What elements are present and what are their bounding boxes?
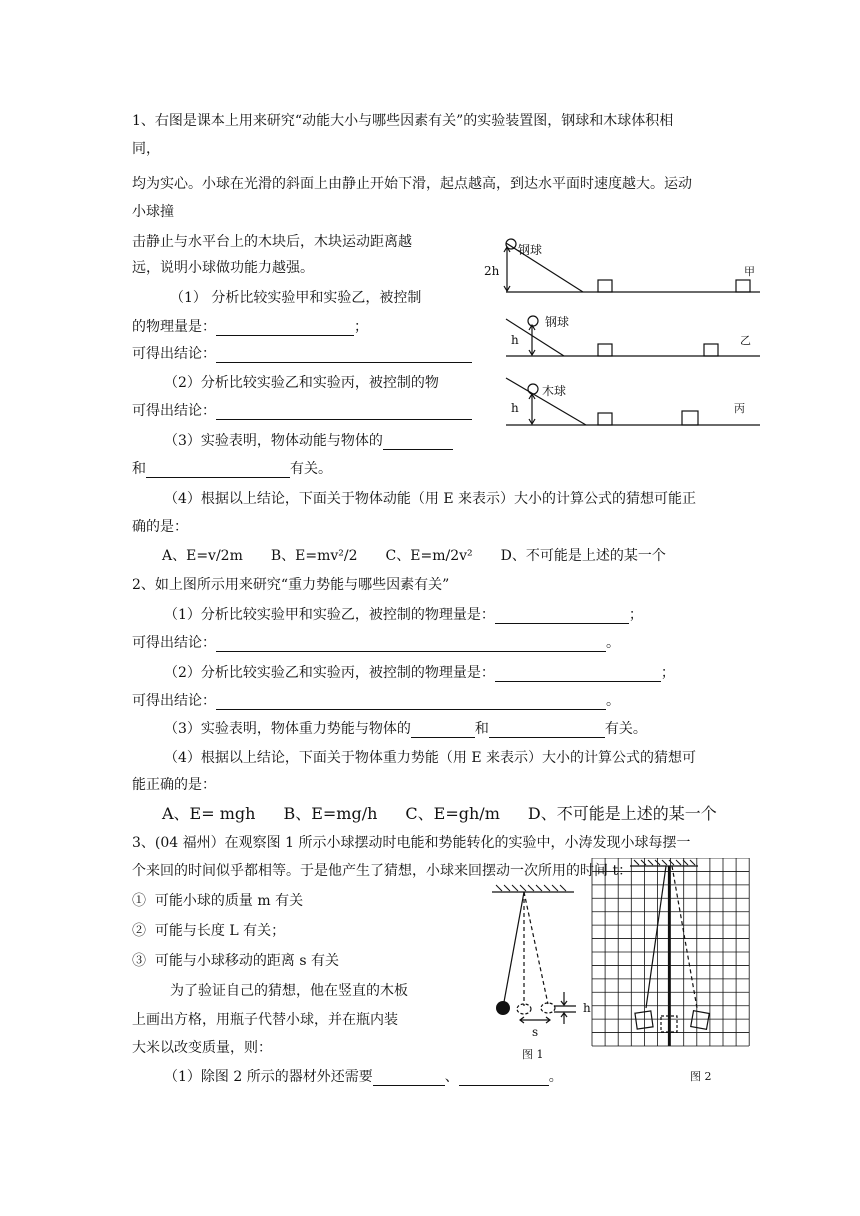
q3-guess-2-text: 可能与长度 L 有关； [154,923,286,939]
q1-option-b[interactable]: B、E=mv²/2 [270,548,358,564]
q2-part3-end: 有关。 [604,721,647,737]
q2-part4-line-2: 能正确的是： [132,777,216,793]
q3-para-line-2: 上画出方格，用瓶子代替小球，并在瓶内装 [132,1012,398,1028]
q1-part1-conclusion-blank[interactable] [216,348,472,363]
q1-part1-blank[interactable] [216,321,354,336]
q3-part1-sep: 、 [444,1069,459,1085]
q3-guess-1 [132,892,303,910]
q1-line-4: 小球撞 [132,204,174,220]
q1-part2-conclusion-label: 可得出结论： [132,403,216,419]
q1-part3-end: 有关。 [290,461,332,477]
q1-part3-row-b [132,460,332,478]
q2-part3-row [164,720,647,738]
q2-part2-label: （2）分析比较实验乙和实验丙，被控制的物理量是： [164,665,495,681]
q2-part2-conclusion-end: 。 [606,693,620,709]
q1-part1-conclusion-label: 可得出结论： [132,346,216,362]
q2-option-d[interactable]: D、不可能是上述的某一个 [527,804,717,823]
label-h-2: h [511,401,519,415]
q1-part3-row-a [164,432,453,450]
q1-option-a[interactable]: A、E=v/2m [162,548,243,564]
label-steel-ball-1: 钢球 [518,243,543,257]
q2-part2-row [164,664,675,682]
q2-part2-conclusion-blank[interactable] [216,695,606,710]
q1-part1-semicolon: ； [354,319,368,335]
q1-part1-conclusion-row [132,345,472,363]
label-bing: 丙 [734,402,745,415]
label-steel-ball-2: 钢球 [545,315,570,329]
q1-option-c[interactable]: C、E=m/2v² [385,548,473,564]
q3-line-1: 3、(04 福州）在观察图 1 所示小球摆动时电能和势能转化的实验中，小涛发现小球每摆一 [132,835,691,851]
q3-line-2: 个来回的时间似乎都相等。于是他产生了猜想，小球来回摆动一次所用的时间 t： [132,863,633,879]
q2-line-1: 2、如上图所示用来研究“重力势能与哪些因素有关” [132,577,450,593]
q2-part1-label: （1）分析比较实验甲和实验乙，被控制的物理量是： [164,607,495,623]
q3-guess-2-number: ② [132,923,146,939]
pendulum-grid-figure-2 [578,858,752,1088]
q1-part2-conclusion-blank[interactable] [216,405,472,420]
q3-part1-blank-2[interactable] [459,1071,549,1086]
label-h-1: h [511,333,519,347]
q3-guess-3-text: 可能与小球移动的距离 s 有关 [154,953,339,969]
q2-part1-conclusion-label: 可得出结论： [132,635,216,651]
q3-guess-3 [132,952,339,970]
label-yi: 乙 [740,334,751,347]
q2-part2-semicolon: ； [660,665,675,681]
q2-part3-blank-2[interactable] [489,723,605,738]
q1-part1-answer-row [132,318,368,336]
label-wood-ball: 木球 [542,384,567,398]
q2-part1-conclusion-end: 。 [606,635,620,651]
label-s: s [532,1025,539,1039]
q1-part1-label: 的物理量是： [132,319,216,335]
q3-para-line-3: 大米以改变质量，则： [132,1040,272,1056]
q1-option-d[interactable]: D、不可能是上述的某一个 [500,548,666,564]
q1-line-6: 远，说明小球做功能力越强。 [132,260,314,276]
q2-part1-conclusion-row [132,634,620,652]
q3-guess-3-number: ③ [132,953,146,969]
q2-part3-blank-1[interactable] [411,723,475,738]
pendulum-figure-1 [488,884,584,1064]
q1-part3-blank-2[interactable] [146,463,290,478]
q1-line-3: 均为实心。小球在光滑的斜面上由静止开始下滑，起点越高，到达水平面时速度越大。运动 [132,176,692,192]
q2-part1-conclusion-blank[interactable] [216,637,606,652]
fig2-caption: 图 2 [690,1070,712,1083]
q2-option-a[interactable]: A、E= mgh [162,804,256,823]
q3-part1-end: 。 [548,1069,563,1085]
q1-part3-label: （3）实验表明，物体动能与物体的 [164,433,383,449]
label-jia: 甲 [744,265,755,278]
q2-option-c[interactable]: C、E=gh/m [405,804,500,823]
q1-part3-blank-1[interactable] [383,435,453,450]
q3-guess-1-text: 可能小球的质量 m 有关 [154,893,304,909]
q3-guess-1-number: ① [132,893,146,909]
q1-part3-and: 和 [132,461,146,477]
q3-part1-row [164,1068,563,1086]
q2-part1-blank[interactable] [495,609,629,624]
q1-part2-question: （2）分析比较实验乙和实验丙，被控制的物 [164,375,439,391]
q1-part4-line-2: 确的是： [132,519,188,535]
q2-option-b[interactable]: B、E=mg/h [283,804,378,823]
q1-part2-conclusion-row [132,402,472,420]
q3-part1-blank-1[interactable] [373,1071,445,1086]
q2-options [162,804,745,824]
q2-part2-conclusion-row [132,692,620,710]
q2-part3-label: （3）实验表明，物体重力势能与物体的 [164,721,411,737]
label-2h: 2h [484,264,500,278]
fig1-caption: 图 1 [522,1048,544,1061]
q2-part2-conclusion-label: 可得出结论： [132,693,216,709]
q1-line-5: 击静止与水平台上的木块后，木块运动距离越 [132,234,412,250]
q1-options [162,547,694,565]
q2-part1-row [164,606,643,624]
ramp-figure [478,228,768,438]
q2-part1-semicolon: ； [628,607,643,623]
q3-para-line-1: 为了验证自己的猜想，他在竖直的木板 [170,983,408,999]
q1-part1-question: （1） 分析比较实验甲和实验乙，被控制 [170,290,422,306]
q2-part3-and: 和 [474,721,489,737]
q3-guess-2 [132,922,285,940]
q1-line-1: 1、右图是课本上用来研究“动能大小与哪些因素有关”的实验装置图，钢球和木球体积相 [132,113,674,129]
q2-part2-blank[interactable] [495,667,661,682]
q2-part4-line-1: （4）根据以上结论，下面关于物体重力势能（用 E 来表示）大小的计算公式的猜想可 [164,750,697,766]
q1-part4-line-1: （4）根据以上结论，下面关于物体动能（用 E 来表示）大小的计算公式的猜想可能正 [164,491,697,507]
label-h: h [583,1001,591,1015]
q3-part1-label: （1）除图 2 所示的器材外还需要 [164,1069,373,1085]
q1-line-2: 同， [132,141,160,157]
